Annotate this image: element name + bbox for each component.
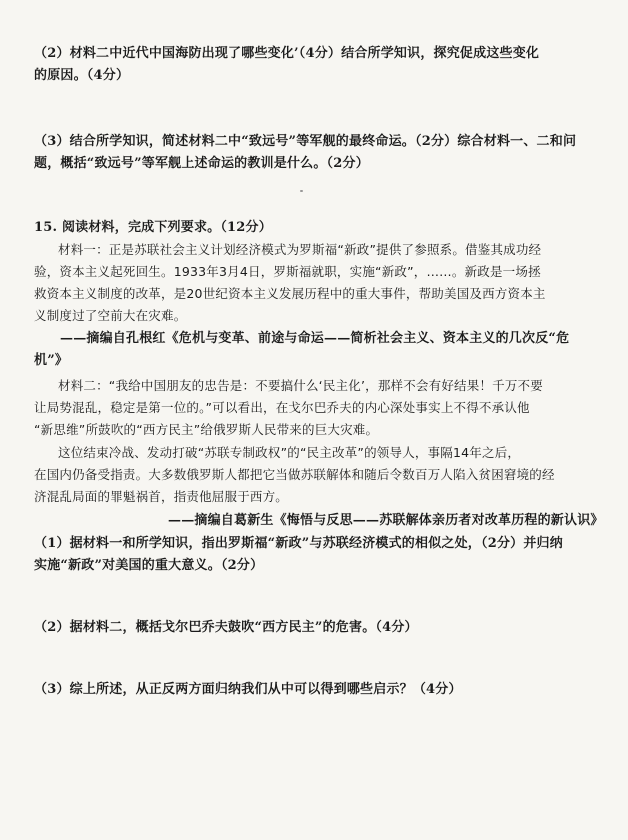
material1-line-1: 材料一：正是苏联社会主义计划经济模式为罗斯福“新政”提供了参照系。借鉴其成功经 [58,242,542,257]
scan-speck [300,190,303,192]
sub2: （2）据材料二，概括戈尔巴乔夫鼓吹“西方民主”的危害。（4分） [34,620,418,635]
q3-line-1: （3）结合所学知识，简述材料二中“致远号”等军舰的最终命运。（2分）综合材料一、二和问 [34,134,577,149]
material2-line-6: 济混乱局面的罪魁祸首，指责他屈服于西方。 [34,489,289,504]
source1-line-2: 机”》 [34,353,69,368]
sub1-line-1: （1）据材料一和所学知识，指出罗斯福“新政”与苏联经济模式的相似之处，（2分）并归纳 [34,536,563,551]
q15-heading: 15. 阅读材料，完成下列要求。（12分） [34,220,272,235]
sub3: （3）综上所述，从正反两方面归纳我们从中可以得到哪些启示？（4分） [34,682,462,697]
material1-line-2: 验，资本主义起死回生。1933年3月4日，罗斯福就职，实施“新政”，……。新政是一场拯 [34,264,541,279]
q2-line-1: （2）材料二中近代中国海防出现了哪些变化’（4分）结合所学知识，探究促成这些变化 [34,46,540,61]
material1-line-4: 义制度过了空前大在灾难。 [34,308,187,323]
material2-line-1: 材料二：“我给中国朋友的忠告是：不要搞什么‘民主化’，那样不会有好结果！千万不要 [58,378,543,393]
material2-line-4: 这位结束冷战、发动打破“苏联专制政权”的“民主改革”的领导人，事隔14年之后， [58,445,521,460]
material2-line-3: “新思维”所鼓吹的“西方民主”给俄罗斯人民带来的巨大灾难。 [34,422,379,437]
source2: ——摘编自葛新生《悔悟与反思——苏联解体亲历者对改革历程的新认识》 [168,513,604,528]
material1-line-3: 救资本主义制度的改革，是20世纪资本主义发展历程中的重大事件，帮助美国及西方资本主 [34,286,546,301]
material2-line-2: 让局势混乱，稳定是第一位的。”可以看出，在戈尔巴乔夫的内心深处事实上不得不承认他 [34,400,530,415]
sub1-line-2: 实施“新政”对美国的重大意义。（2分） [34,558,264,573]
material2-line-5: 在国内仍备受指责。大多数俄罗斯人都把它当做苏联解体和随后令数百万人陷入贫困窘境的经 [34,467,555,482]
q3-line-2: 题，概括“致远号”等军舰上述命运的教训是什么。（2分） [34,156,369,171]
q2-line-2: 的原因。（4分） [34,68,130,83]
source1-line-1: ——摘编自孔根红《危机与变革、前途与命运——简析社会主义、资本主义的几次反“危 [60,331,570,346]
